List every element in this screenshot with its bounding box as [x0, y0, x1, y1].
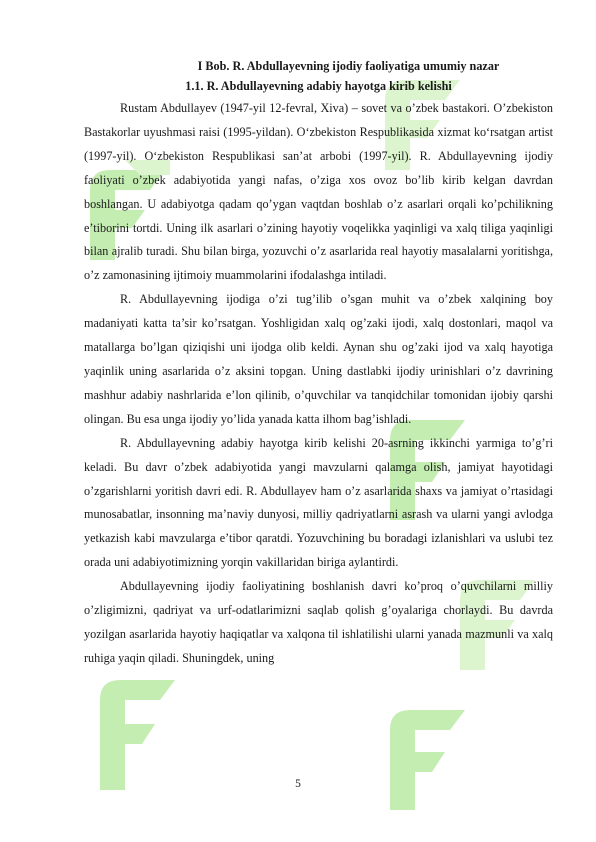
page-number: 5	[295, 778, 301, 790]
watermark-logo-icon	[370, 690, 480, 820]
document-body	[84, 56, 553, 671]
paragraph: R. Abdullayevning ijodiga o’zi tug’ilib o’sgan muhit va o’zbek xalqining boy madaniyati katta ta’sir ko’rsatgan. Yoshligidan xalq og’zaki ijodi, xalq dostonlari, maqol va matallarga bo’lgan qiziqishi uni ijodga olib keldi. Aynan shu og’zaki ijod va xalq hayotiga yaqinlik uning asarlarida o’z aksini topgan. Uning dastlabki ijodiy urinishlari o’z davrining mashhur adabiy nashrlarida e’lon qilinib, o’quvchilar va tanqidchilar tomonidan ijobiy qarshi olingan. Bu esa unga ijodiy yo’lida yanada katta ilhom bag’ishladi.	[84, 292, 553, 426]
paragraph: Rustam Abdullayev (1947-yil 12-fevral, Xiva) – sovet va o’zbek bastakori. O’zbekiston Bastakorlar uyushmasi raisi (1995-yildan). O‘zbekiston Respublikasida xizmat ko‘rsatgan artist (1997-yil). O‘zbekiston Respublikasi san’at arbobi (1997-yil). R. Abdullayevning ijodiy faoliyati o’zbek adabiyotida yangi nafas, o’ziga xos ovoz bo’lib kirib kelgan davrdan boshlangan. U adabiyotga qadam qo’ygan vaqtdan boshlab o’z asarlari orqali ko’pchilikning e’tiborini tortdi. Uning ilk asarlari o’zining hayotiy voqelikka yaqinligi va xalq tiliga yaqinligi bilan ajralib turadi. Shu bilan birga, yozuvchi o’z asarlarida real hayotiy masalalarni yoritishga, o’z zamonasining ijtimoiy muammolarini ifodalashga intiladi.	[84, 101, 553, 283]
paragraph: Abdullayevning ijodiy faoliyatining boshlanish davri ko’proq o’quvchilarni milliy o’zligimizni, qadriyat va urf-odatlarimizni saqlab qolish g’oyalariga chorlaydi. Bu davrda yozilgan asarlarida hayotiy haqiqatlar va xalqona til ishlatilishi ularni yanada mazmunli va xalq ruhiga yaqin qiladi. Shuningdek, uning	[84, 579, 553, 665]
section-heading: 1.1. R. Abdullayevning adabiy hayotga kirib kelishi	[185, 79, 452, 93]
chapter-heading: I Bob. R. Abdullayevning ijodiy faoliyatiga umumiy nazar	[197, 59, 500, 73]
paragraph: R. Abdullayevning adabiy hayotga kirib kelishi 20-asrning ikkinchi yarmiga to’g’ri keladi. Bu davr o’zbek adabiyotida yangi mavzularni qalamga olish, jamiyat hayotidagi o’zgarishlarni yoritish davri edi. R. Abdullayev ham o’z asarlarida shaxs va jamiyat o’rtasidagi munosabatlar, insonning ma’naviy dunyosi, milliy qadriyatlarni asrash va ularni yangi avlodga yetkazish kabi mavzularga e’tibor qaratdi. Yozuvchining bu boradagi izlanishlari va uslubi tez orada uni adabiyotimizning yorqin vakillaridan biriga aylantirdi.	[84, 435, 553, 570]
